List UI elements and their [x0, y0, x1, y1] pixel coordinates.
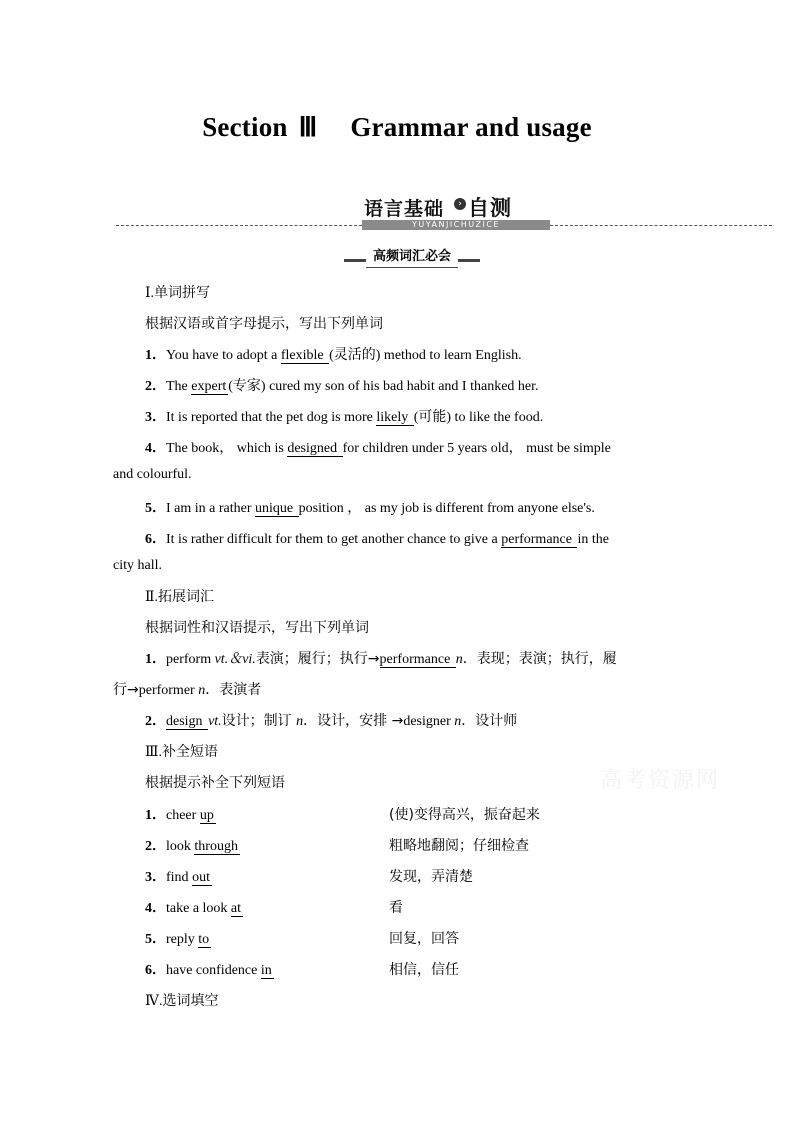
chevron-right-icon: › [454, 198, 466, 210]
section-banner [0, 192, 794, 236]
answer-blank: in [260, 963, 272, 978]
phrase-row: 4．take a look at [145, 901, 242, 916]
list-item-continuation: city hall. [113, 558, 162, 573]
part4-heading: Ⅳ.选词填空 [145, 993, 219, 1009]
subheading-bar-right [458, 259, 480, 262]
title-section: Section [202, 112, 288, 142]
list-item: 5．I am in a rather unique position ， as my job is different from anyone else's. [145, 501, 595, 516]
part2-heading: Ⅱ.拓展词汇 [145, 589, 215, 605]
answer-blank: to [198, 932, 210, 947]
phrase-meaning: 回复，回答 [389, 931, 459, 947]
subheading-bar-left [344, 259, 366, 262]
part1-heading: Ⅰ.单词拼写 [145, 285, 211, 301]
answer-blank: at [230, 901, 242, 916]
answer-blank: flexible [280, 348, 328, 363]
answer-blank: unique [255, 501, 297, 516]
answer-blank: expert [191, 379, 227, 394]
phrase-meaning: 相信，信任 [389, 962, 459, 978]
watermark: 高考资源网 [600, 768, 721, 793]
banner-pinyin: YUYANJICHUZICE [362, 220, 550, 230]
banner-left-text: 语言基础 [364, 198, 445, 220]
title-numeral: Ⅲ [298, 112, 318, 142]
list-item: 2．design vt.设计；制订 n．设计，安排 →designer n．设计师 [145, 713, 518, 729]
answer-blank: performance [501, 532, 576, 547]
part2-instruction: 根据词性和汉语提示，写出下列单词 [145, 620, 369, 636]
phrase-meaning: 发现，弄清楚 [389, 869, 473, 885]
answer-blank: designed [287, 441, 341, 456]
list-item: 3．It is reported that the pet dog is more likely (可能) to like the food. [145, 410, 544, 425]
part3-heading: Ⅲ.补全短语 [145, 744, 219, 760]
phrase-meaning: 看 [389, 900, 403, 916]
page-title [0, 112, 794, 143]
phrase-row: 3．find out [145, 870, 210, 885]
list-item: 2．The expert (专家) cured my son of his bad habit and I thanked her. [145, 379, 539, 394]
phrase-row: 1．cheer up [145, 808, 214, 823]
phrase-meaning: (使)变得高兴，振奋起来 [389, 807, 540, 823]
subheading-text: 高频词汇必会 [366, 247, 458, 268]
title-topic: Grammar and usage [350, 112, 592, 142]
list-item: 4．The book， which is designed for children under 5 years old， must be simple [145, 441, 611, 456]
answer-blank: up [199, 808, 214, 823]
phrase-meaning: 粗略地翻阅；仔细检查 [389, 838, 529, 854]
answer-blank: likely [376, 410, 412, 425]
part3-instruction: 根据提示补全下列短语 [145, 775, 285, 791]
list-item-continuation: and colourful. [113, 467, 192, 482]
subheading [344, 247, 480, 267]
banner-divider-left [116, 225, 362, 226]
list-item: 1．You have to adopt a flexible (灵活的) method to learn English. [145, 348, 522, 363]
phrase-row: 2．look through [145, 839, 238, 854]
answer-blank: through [194, 839, 238, 854]
phrase-row: 5．reply to [145, 932, 210, 947]
banner-right-text: 自测 [468, 196, 512, 220]
answer-blank: out [192, 870, 210, 885]
list-item-continuation: 行→performer n．表演者 [113, 682, 262, 698]
phrase-row: 6．have confidence in [145, 963, 272, 978]
list-item: 1．perform vt.＆vi.表演；履行；执行→performance n．表现；表演；执行，履 [145, 651, 617, 667]
answer-blank: design [166, 714, 207, 729]
banner-divider-right [550, 225, 772, 226]
list-item: 6．It is rather difficult for them to get another chance to give a performance in the [145, 532, 609, 547]
answer-blank: performance [379, 652, 454, 667]
part1-instruction: 根据汉语或首字母提示，写出下列单词 [145, 316, 383, 332]
banner-label [362, 192, 550, 232]
